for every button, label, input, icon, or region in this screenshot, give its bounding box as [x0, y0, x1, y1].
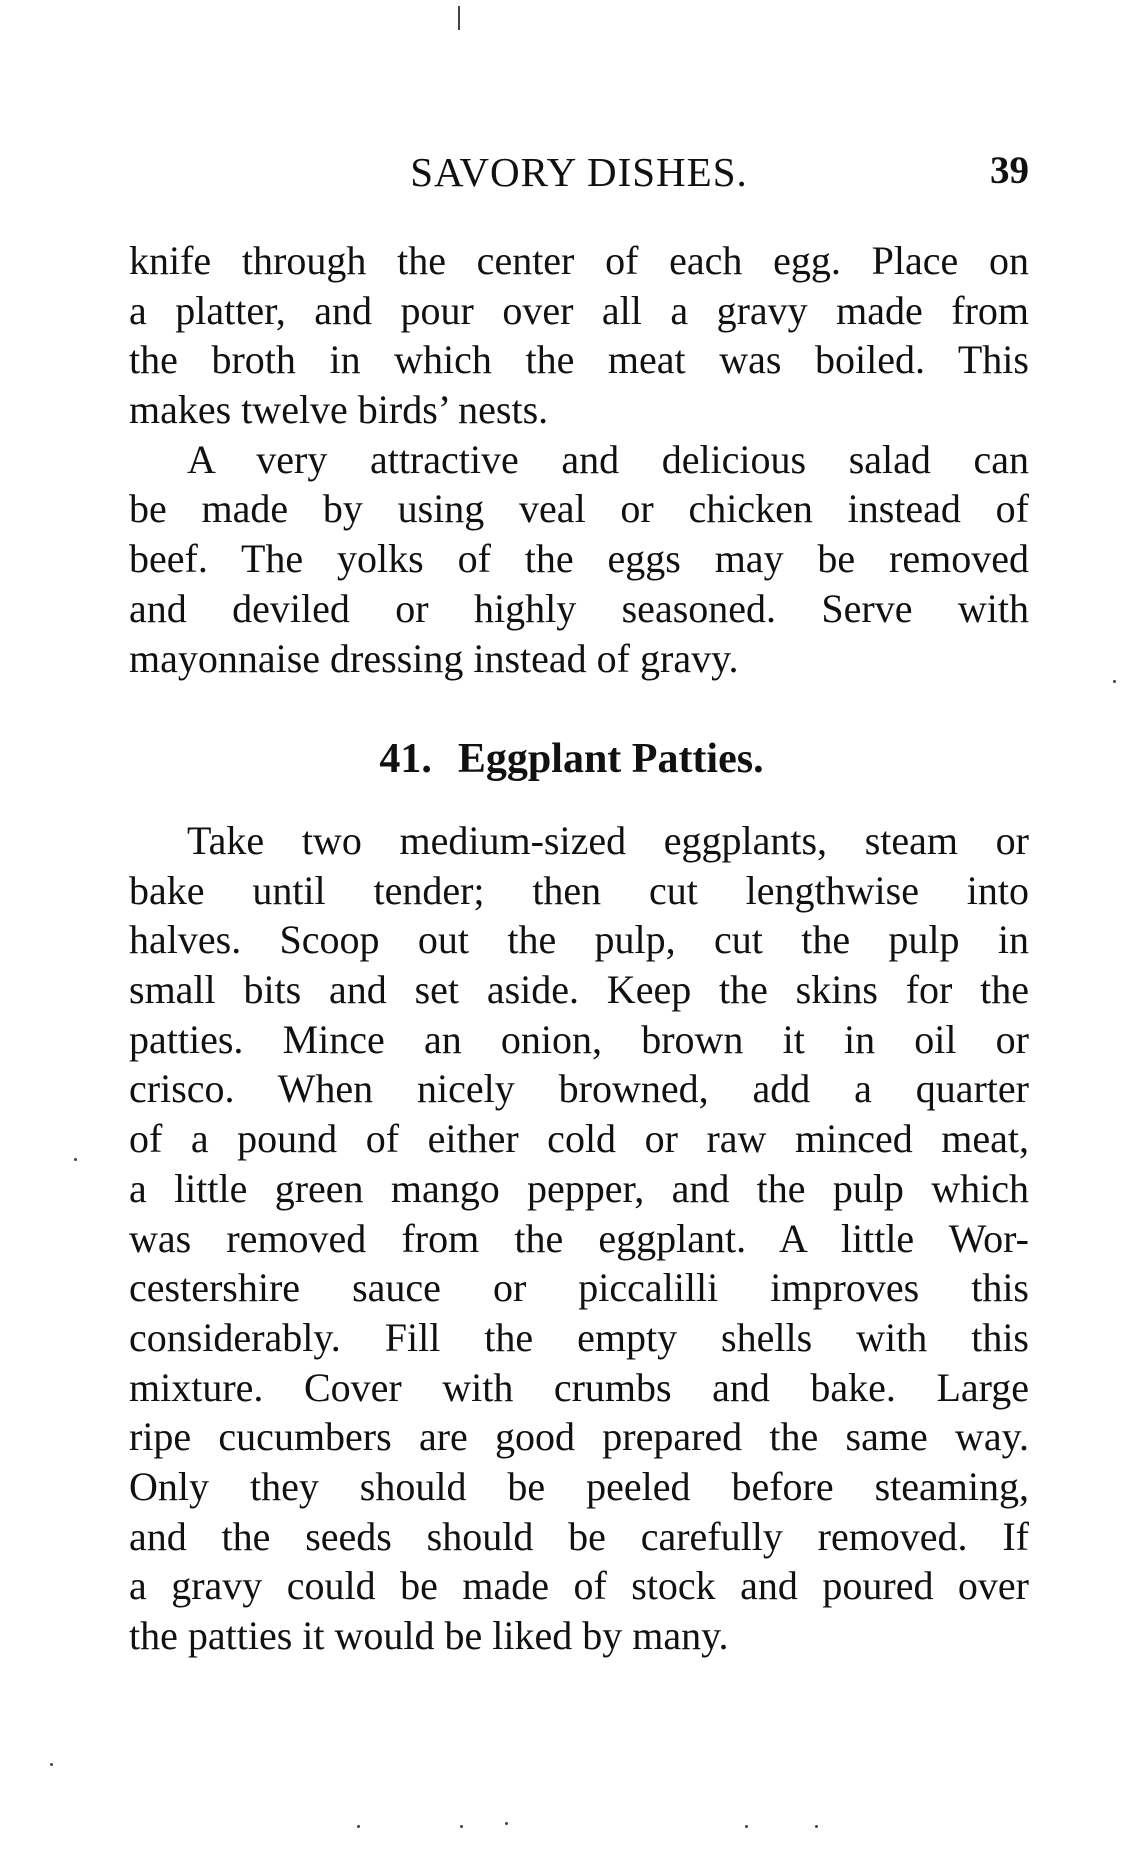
text-line: a platter, and pour over all a gravy made from: [129, 287, 1029, 333]
text-line: patties. Mince an onion, brown it in oil or: [129, 1016, 1029, 1062]
text-line: knife through the center of each egg. Place on: [129, 238, 1029, 283]
scan-mark: [458, 6, 460, 30]
text-line: makes twelve birds’ nests.: [129, 387, 549, 433]
recipe-body: [129, 816, 1029, 1661]
scan-speck: [74, 1158, 77, 1161]
page-number: 39: [990, 149, 1029, 192]
text-line: A very attractive and delicious salad can: [187, 436, 1029, 482]
text-line: Only they should be peeled before steaming,: [129, 1463, 1029, 1509]
text-line: the patties it would be liked by many.: [129, 1613, 729, 1658]
scan-speck: [357, 1825, 360, 1828]
scan-speck: [1113, 680, 1116, 683]
text-line: cestershire sauce or piccalilli improves this: [129, 1265, 1029, 1311]
text-line: bake until tender; then cut lengthwise into: [129, 867, 1029, 913]
scan-speck: [745, 1825, 748, 1828]
text-line: mayonnaise dressing instead of gravy.: [129, 635, 739, 681]
recipe-number: 41.: [379, 736, 432, 782]
text-line: beef. The yolks of the eggs may be removed: [129, 536, 1029, 582]
running-title: SAVORY DISHES.: [410, 149, 748, 195]
scan-speck: [815, 1825, 818, 1828]
recipe-title: Eggplant Patties.: [457, 736, 764, 782]
continued-text: [129, 236, 1029, 683]
text-line: small bits and set aside. Keep the skins for the: [129, 967, 1029, 1013]
scan-speck: [50, 1763, 53, 1766]
text-line: a gravy could be made of stock and poured over: [129, 1563, 1029, 1609]
text-line: be made by using veal or chicken instead of: [129, 486, 1029, 532]
text-line: the broth in which the meat was boiled. This: [129, 337, 1029, 383]
text-line: halves. Scoop out the pulp, cut the pulp in: [129, 917, 1029, 963]
text-line: and the seeds should be carefully removed. If: [129, 1513, 1029, 1559]
text-line: considerably. Fill the empty shells with this: [129, 1314, 1029, 1360]
scan-speck: [505, 1822, 508, 1825]
text-line: crisco. When nicely browned, add a quarter: [129, 1066, 1029, 1112]
text-line: Take two medium-sized eggplants, steam or: [187, 818, 1029, 863]
text-line: and deviled or highly seasoned. Serve with: [129, 585, 1029, 631]
text-line: mixture. Cover with crumbs and bake. Large: [129, 1364, 1029, 1410]
recipe-heading: [0, 735, 1143, 783]
scan-speck: [460, 1825, 463, 1828]
text-line: of a pound of either cold or raw minced meat,: [129, 1116, 1029, 1162]
text-line: ripe cucumbers are good prepared the same way.: [129, 1414, 1029, 1460]
text-line: a little green mango pepper, and the pulp which: [129, 1165, 1029, 1211]
text-line: was removed from the eggplant. A little Wor-: [129, 1215, 1029, 1261]
page-header: [129, 148, 1029, 204]
